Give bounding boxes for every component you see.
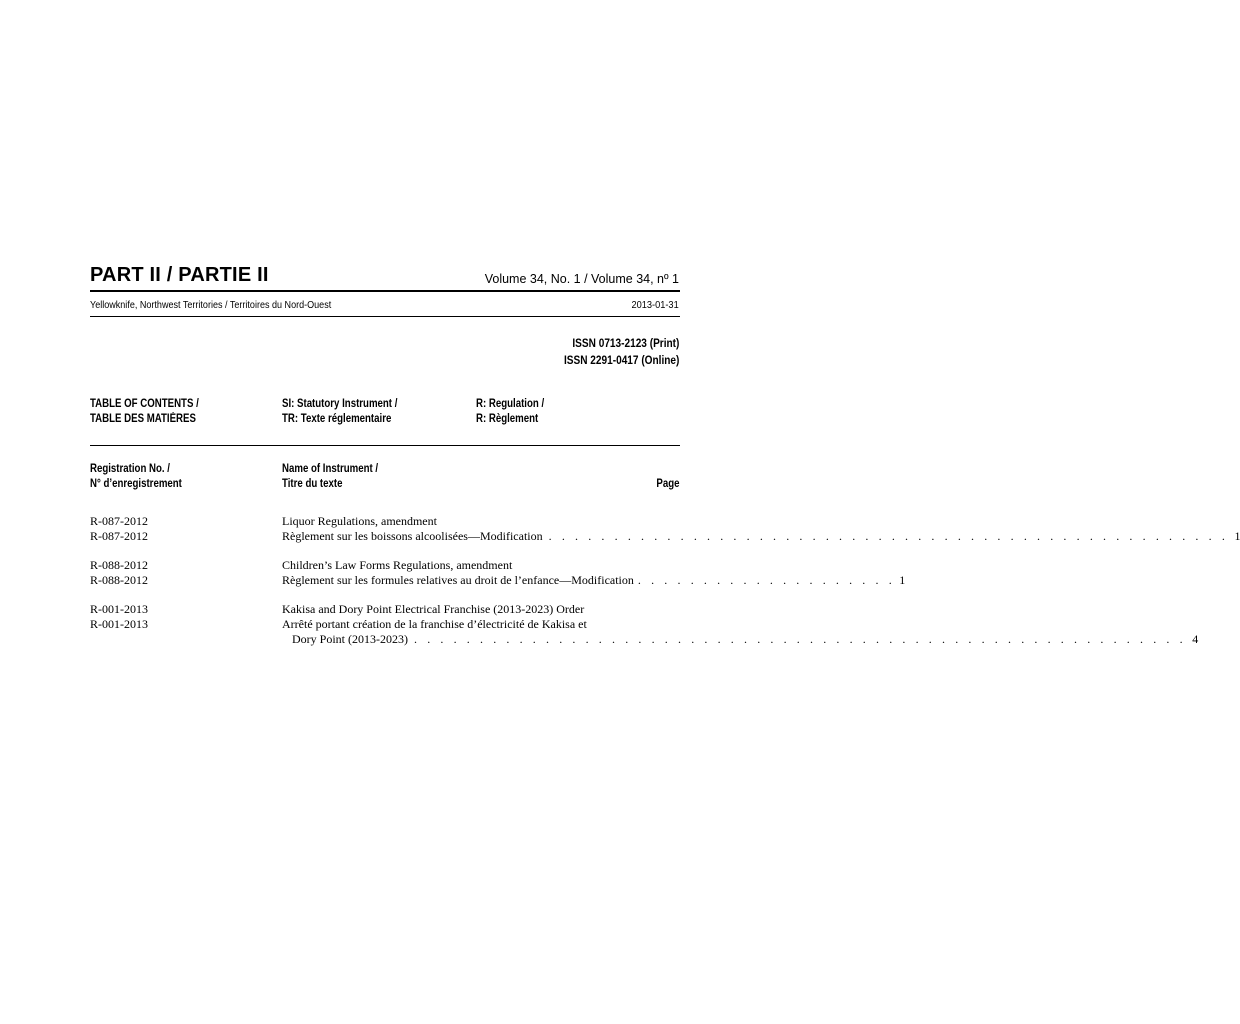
entry-title-fr-line — [282, 529, 1240, 544]
toc-heading-fr: TABLE DES MATIÈRES — [90, 413, 196, 425]
publication-location: Yellowknife, Northwest Territories / Territoires du Nord-Ouest — [90, 299, 332, 311]
publication-date: 2013-01-31 — [631, 299, 679, 311]
legend-r-fr: R: Règlement — [476, 413, 539, 425]
column-name-en: Name of Instrument / — [282, 463, 379, 475]
entry-page: 1 — [1234, 529, 1240, 543]
entry-title-en: Children’s Law Forms Regulations, amendment — [282, 558, 513, 572]
entry-title-fr-line — [282, 573, 906, 588]
dot-leader: . . . . . . . . . . . . . . . . . . . . — [637, 573, 896, 587]
issn-print: ISSN 0713-2123 (Print) — [571, 336, 679, 350]
entry-title-fr: Règlement sur les formules relatives au droit de l’enfance—Modification — [282, 573, 634, 587]
entry-registration-fr: R-087-2012 — [90, 529, 148, 543]
column-name-fr: Titre du texte — [282, 478, 343, 490]
toc-heading-en: TABLE OF CONTENTS / — [90, 398, 199, 410]
entry-registration-en: R-087-2012 — [90, 514, 148, 528]
dot-leader: . . . . . . . . . . . . . . . . . . . . . . . . . . . . . . . . . . . . . . . . . . . . . . . . . . . . — [548, 529, 1229, 543]
entry-title-fr-continuation-line — [292, 632, 1199, 647]
column-registration-fr: N° d’enregistrement — [90, 478, 182, 490]
entry-registration-en: R-088-2012 — [90, 558, 148, 572]
legend-rule — [90, 445, 680, 446]
entry-page: 4 — [1192, 632, 1199, 646]
column-registration-en: Registration No. / — [90, 463, 170, 475]
entry-registration-fr: R-001-2013 — [90, 617, 148, 631]
entry-registration-fr: R-088-2012 — [90, 573, 148, 587]
volume-number: Volume 34, No. 1 / Volume 34, nº 1 — [484, 272, 679, 286]
page-title: PART II / PARTIE II — [90, 264, 269, 286]
entry-title-fr-continuation: Dory Point (2013-2023) — [292, 632, 408, 646]
column-page: Page — [655, 478, 679, 490]
legend-si: SI: Statutory Instrument / — [282, 398, 398, 410]
entry-registration-en: R-001-2013 — [90, 602, 148, 616]
legend-r-en: R: Regulation / — [476, 398, 545, 410]
entry-title-fr: Arrêté portant création de la franchise d’électricité de Kakisa et — [282, 617, 587, 631]
entry-title-en: Kakisa and Dory Point Electrical Franchise (2013-2023) Order — [282, 602, 585, 616]
entry-page: 1 — [899, 573, 906, 587]
entry-title-en: Liquor Regulations, amendment — [282, 514, 437, 528]
legend-tr: TR: Texte réglementaire — [282, 413, 392, 425]
dot-leader: . . . . . . . . . . . . . . . . . . . . . . . . . . . . . . . . . . . . . . . . . . . . . . . . . . . . . . . . . . . — [414, 632, 1187, 646]
subheader-rule — [90, 316, 680, 317]
header-rule — [90, 290, 680, 292]
issn-online: ISSN 2291-0417 (Online) — [563, 353, 679, 367]
entry-title-fr: Règlement sur les boissons alcoolisées—Modification — [282, 529, 543, 543]
